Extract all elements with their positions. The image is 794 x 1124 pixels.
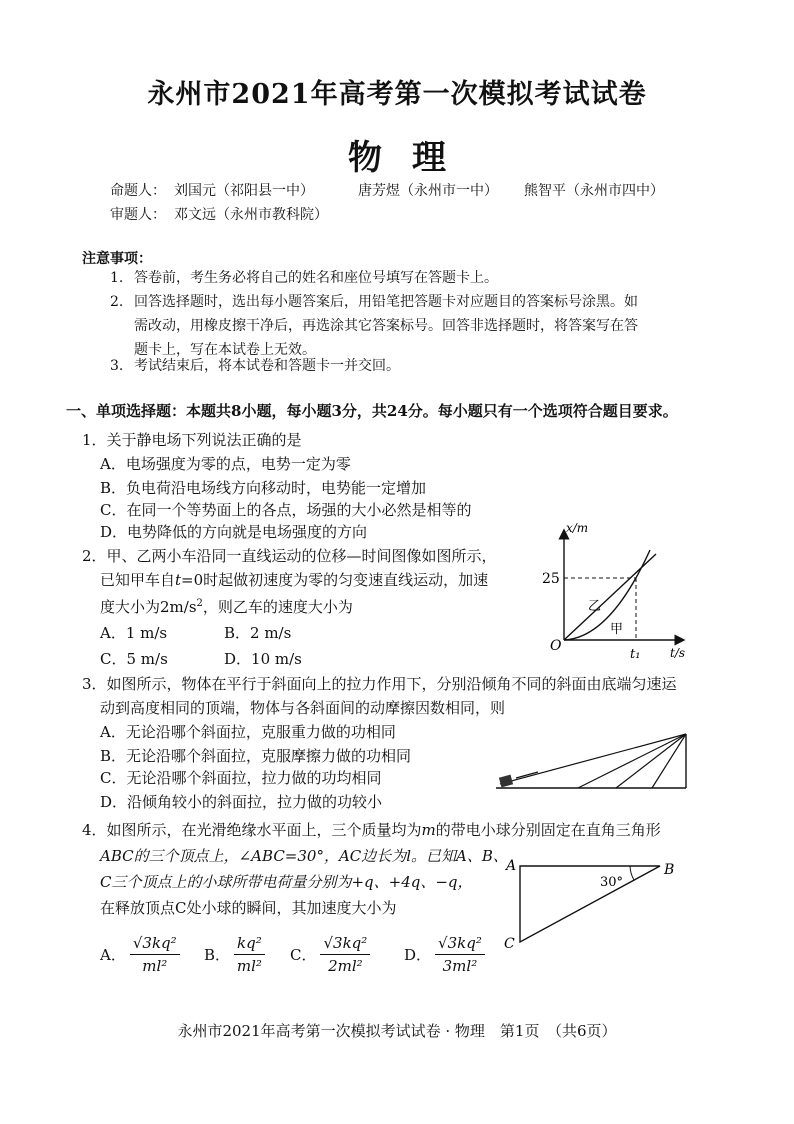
denominator: 3ml²: [442, 957, 478, 975]
q3-stem-line1: 3．如图所示，物体在平行于斜面向上的拉力作用下，分别沿倾角不同的斜面由底端匀速运: [82, 675, 677, 693]
notice-num: 2.: [110, 294, 124, 310]
author-3: 熊智平（永州市四中）: [524, 183, 664, 199]
vertex-b: B: [664, 862, 675, 878]
q2-var-t: t: [175, 571, 182, 589]
notice-text: 需改动，用橡皮擦干净后，再选涂其它答案标号。回答非选择题时，将答案写在答: [134, 318, 638, 334]
q1-option-c: C．在同一个等势面上的各点，场强的大小必然是相等的: [100, 501, 472, 519]
q4-option-a: [100, 934, 180, 975]
q2-stem-line3: [100, 592, 353, 619]
angle-arc: [630, 866, 634, 880]
x-axis-label: t/s: [670, 646, 686, 660]
q2-sup: 2: [196, 598, 203, 609]
q4-option-label: A．: [100, 946, 126, 964]
denominator: 2ml²: [328, 957, 363, 975]
q3-stem-line2: 动到高度相同的顶端，物体与各斜面间的动摩擦因数相同，则: [100, 699, 506, 717]
q1-option-b: B．负电荷沿电场线方向移动时，电势能一定增加: [100, 479, 427, 497]
q2-text: 已知甲车自: [100, 571, 176, 589]
notice-text: 题卡上，写在本试卷上无效。: [134, 342, 316, 358]
author-2: 唐芳煜（永州市一中）: [358, 183, 498, 199]
q4-stem-line4: 在释放顶点C处小球的瞬间，其加速度大小为: [100, 899, 397, 917]
notice-item-3: [110, 354, 710, 378]
notice-num: 3.: [110, 358, 124, 374]
y-axis-label: x/m: [566, 521, 589, 535]
q2-option-a: A．1 m/s: [100, 624, 168, 642]
label-yi: 乙: [588, 599, 602, 614]
angle-label: 30°: [600, 875, 624, 890]
q2-option-d: D．10 m/s: [224, 650, 302, 668]
notice-text: 答卷前，考生务必将自己的姓名和座位号填写在答题卡上。: [134, 270, 498, 286]
author-1: 刘国元（祁阳县一中）: [174, 183, 314, 199]
page-footer: 永州市2021年高考第一次模拟考试试卷 · 物理 第1页 （共6页）: [177, 1022, 617, 1040]
q4-option-b: [204, 934, 265, 975]
q2-option-c: C．5 m/s: [100, 650, 168, 668]
numerator: √3kq²: [320, 934, 370, 955]
vertex-a: A: [506, 858, 517, 874]
q4-fraction-c: [320, 934, 370, 975]
q4-var-m: m: [421, 821, 436, 839]
q4-option-d: [404, 934, 485, 975]
q1-option-a: A．电场强度为零的点，电势一定为零: [100, 455, 351, 473]
q4-fraction-d: [435, 934, 485, 975]
curve-jia: [564, 550, 650, 640]
q2-option-b: B．2 m/s: [224, 624, 292, 642]
q4-fraction-a: [130, 934, 180, 975]
notice-num: 1.: [110, 270, 124, 286]
q3-option-c: C．无论沿哪个斜面拉，拉力做的功均相同: [100, 769, 382, 787]
q2-text: 度大小为2m/s: [100, 598, 197, 616]
incline-3: [616, 734, 686, 788]
q1-stem: 1．关于静电场下列说法正确的是: [82, 431, 302, 449]
denominator: ml²: [142, 957, 168, 975]
q4-text: 的带电小球分别固定在直角三角形: [435, 821, 661, 839]
q3-option-a: A．无论沿哪个斜面拉，克服重力做的功相同: [100, 723, 396, 741]
denominator: ml²: [236, 957, 262, 975]
section-heading: 一、单项选择题：本题共8小题，每小题3分，共24分。每小题只有一个选项符合题目要求。: [66, 402, 678, 420]
reviewer: 邓文远（永州市教科院）: [174, 207, 328, 223]
q2-xt-graph: [530, 520, 690, 670]
numerator: √3kq²: [435, 934, 485, 955]
q3-option-b: B．无论沿哪个斜面拉，克服摩擦力做的功相同: [100, 747, 412, 765]
notice-heading: 注意事项：: [82, 251, 152, 267]
label-jia: 甲: [610, 622, 624, 637]
block: [499, 775, 513, 788]
q4-option-c: [290, 934, 370, 975]
notice-text: 考试结束后，将本试卷和答题卡一并交回。: [134, 358, 400, 374]
q4-option-label: B．: [204, 946, 231, 964]
q4-triangle-figure: [496, 852, 696, 956]
notice-text: 回答选择题时，选出每小题答案后，用铅笔把答题卡对应题目的答案标号涂黑。如: [134, 294, 638, 310]
q4-stem-line3: C三个顶点上的小球所带电荷量分别为+q、+4q、−q，: [100, 873, 473, 891]
q2-text: ，则乙车的速度大小为: [202, 598, 353, 616]
q2-text: =0时起做初速度为零的匀变速直线运动，加速: [181, 571, 489, 589]
q4-option-label: C．: [290, 946, 317, 964]
notice-item-2: [110, 290, 710, 362]
q2-stem-line2: [100, 568, 488, 592]
y-tick-25: 25: [542, 571, 560, 587]
q2-stem-line1: 2．甲、乙两小车沿同一直线运动的位移—时间图像如图所示，: [82, 547, 497, 565]
origin-label: O: [550, 638, 562, 654]
exam-title: 永州市2021年高考第一次模拟考试试卷: [147, 79, 647, 110]
q3-option-d: D．沿倾角较小的斜面拉，拉力做的功较小: [100, 793, 383, 811]
numerator: √3kq²: [130, 934, 180, 955]
incline-2: [578, 734, 686, 788]
subject-title: 物理: [348, 138, 476, 178]
q3-incline-figure: [486, 726, 696, 798]
q4-stem-line1: [82, 818, 661, 842]
q4-stem-line2: ABC的三个顶点上，∠ABC=30°，AC边长为l。已知A、B、: [100, 847, 508, 865]
reviewer-label: 审题人：: [110, 207, 166, 223]
q4-option-label: D．: [404, 946, 432, 964]
triangle-abc: [520, 866, 660, 942]
x-tick-t1: t₁: [630, 647, 641, 662]
notice-item-1: [110, 266, 710, 290]
q4-text: 4．如图所示，在光滑绝缘水平面上，三个质量均为: [82, 821, 422, 839]
q1-option-d: D．电势降低的方向就是电场强度的方向: [100, 523, 368, 541]
vertex-c: C: [504, 936, 515, 952]
authors-label: 命题人：: [110, 183, 166, 199]
q4-fraction-b: [234, 934, 265, 975]
incline-1: [500, 734, 686, 784]
numerator: kq²: [234, 934, 265, 955]
